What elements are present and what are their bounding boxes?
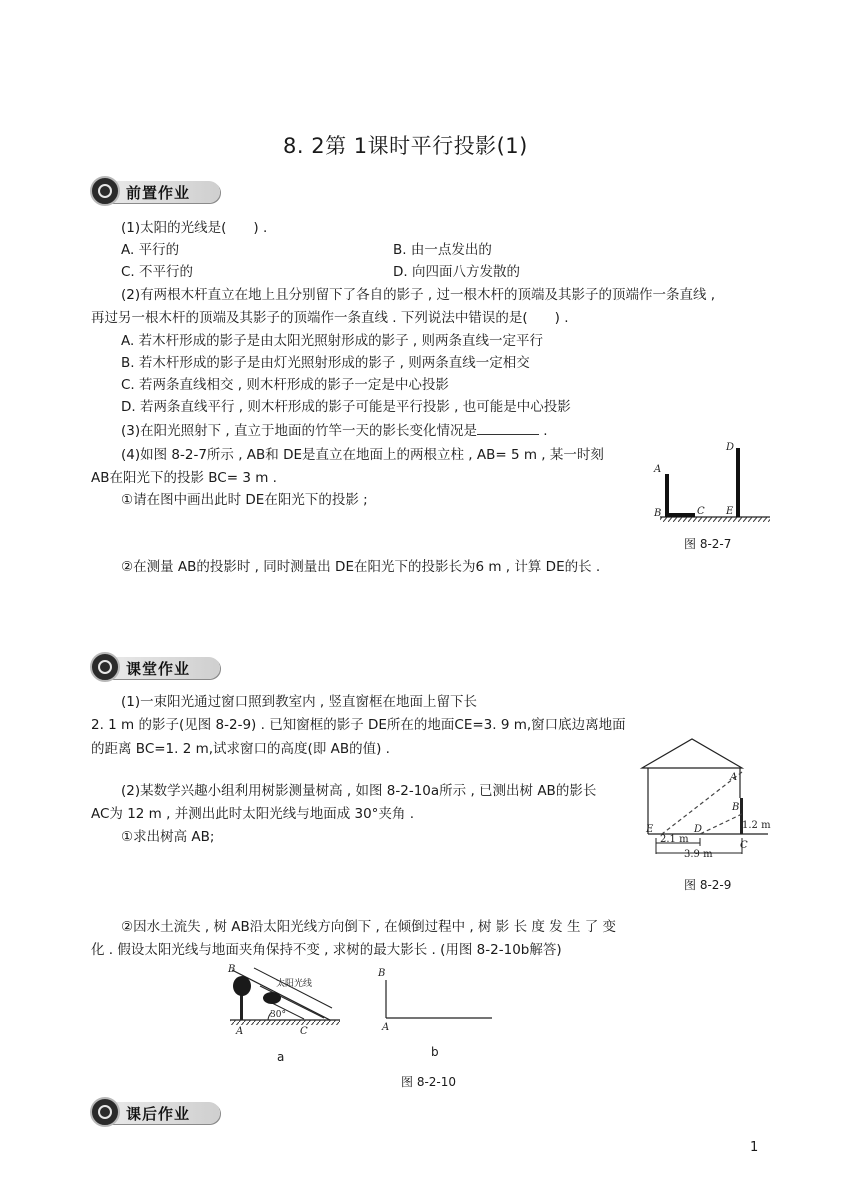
c2-sub2-line2: 化 . 假设太阳光线与地面夹角保持不变 , 求树的最大影长 . (用图 8-2-10b解答) (91, 942, 562, 958)
figure-caption-8-2-10: 图 8-2-10 (401, 1075, 457, 1089)
section-badge-icon (90, 176, 120, 206)
label-a: A (236, 1026, 244, 1037)
figure-8-2-10a (224, 962, 344, 1040)
c2-sub2-line1: ②因水土流失 , 树 AB沿太阳光线方向倒下 , 在倾倒过程中 , 树 影 长 度 发 生 了 变 (121, 919, 617, 935)
section-header-pre (90, 176, 220, 206)
figure-label-b: b (431, 1045, 439, 1059)
label-bc-length: 1.2 m (742, 820, 771, 831)
section-header-post (90, 1097, 220, 1127)
pole-de (736, 448, 740, 517)
tree-trunk (240, 992, 243, 1020)
label-a: A (382, 1022, 390, 1033)
ground-hatch (230, 1020, 340, 1025)
c2-line2: AC为 12 m , 并测出此时太阳光线与地面成 30°夹角 . (91, 806, 415, 822)
label-de-length: 2.1 m (660, 834, 689, 845)
label-a: A (730, 772, 738, 783)
figure-8-2-10b (374, 962, 494, 1034)
label-angle: 30° (270, 1010, 286, 1020)
section-header-class (90, 652, 220, 682)
q4-line2: AB在阳光下的投影 BC= 3 m . (91, 470, 277, 486)
figure-caption-8-2-7: 图 8-2-7 (684, 537, 732, 551)
q2-option-b: B. 若木杆形成的影子是由灯光照射形成的影子 , 则两条直线一定相交 (121, 355, 530, 371)
ground-hatch (660, 517, 770, 522)
page-number: 1 (750, 1140, 759, 1155)
roof (642, 739, 742, 768)
label-e: E (646, 824, 654, 835)
label-b: B (228, 964, 236, 975)
runner-badge-icon (90, 1097, 120, 1127)
label-ce-length: 3.9 m (684, 849, 713, 860)
label-b: B (654, 508, 662, 519)
q2-line1: (2)有两根木杆直立在地上且分别留下了各自的影子 , 过一根木杆的顶端及其影子的顶端作一条直线 , (121, 287, 716, 303)
label-a: A (654, 464, 662, 475)
label-c: C (740, 840, 748, 851)
q3-end: . (539, 423, 548, 439)
play-badge-icon (90, 652, 120, 682)
q1-option-c: C. 不平行的 (121, 264, 194, 280)
label-b: B (378, 968, 386, 979)
figure-caption-8-2-9: 图 8-2-9 (684, 878, 732, 892)
q1-option-b: B. 由一点发出的 (393, 242, 492, 258)
c1-line2: 2. 1 m 的影子(见图 8-2-9) . 已知窗框的影子 DE所在的地面CE=3. 9 m,窗口底边离地面 (91, 717, 626, 733)
label-b: B (732, 802, 740, 813)
shadow-bc (665, 513, 695, 517)
section-label: 课堂作业 (126, 660, 191, 678)
c2-sub1: ①求出树高 AB; (121, 829, 215, 845)
figure-8-2-7 (648, 438, 772, 528)
label-c: C (697, 506, 705, 517)
q1-option-d: D. 向四面八方发散的 (393, 264, 520, 280)
section-label: 前置作业 (126, 184, 191, 202)
ray-b (700, 814, 742, 834)
c1-line1: (1)一束阳光通过窗口照到教室内 , 竖直窗框在地面上留下长 (121, 694, 477, 710)
q2-option-d: D. 若两条直线平行 , 则木杆形成的影子可能是平行投影 , 也可能是中心投影 (121, 399, 571, 415)
q2-option-c: C. 若两条直线相交 , 则木杆形成的影子一定是中心投影 (121, 377, 449, 393)
figure-label-a: a (277, 1050, 285, 1064)
q4-sub1: ①请在图中画出此时 DE在阳光下的投影 ; (121, 492, 368, 508)
c1-line3: 的距离 BC=1. 2 m,试求窗口的高度(即 AB的值) . (91, 741, 390, 757)
q3-text: (3)在阳光照射下 , 直立于地面的竹竿一天的影长变化情况是 (121, 423, 477, 439)
q2-line2: 再过另一根木杆的顶端及其影子的顶端作一条直线 . 下列说法中错误的是( ) . (91, 310, 569, 326)
q3 (121, 420, 548, 441)
label-d: D (726, 442, 735, 453)
label-d: D (694, 824, 703, 835)
q4-sub2: ②在测量 AB的投影时 , 同时测量出 DE在阳光下的投影长为6 m , 计算 DE的长 . (121, 559, 601, 575)
pole-ab (665, 474, 669, 517)
label-sunlight: 太阳光线 (276, 979, 313, 989)
tree-crown-icon (233, 976, 251, 996)
section-label: 课后作业 (126, 1105, 191, 1123)
figure-8-2-9 (638, 736, 772, 861)
answer-blank (477, 420, 539, 435)
label-c: C (300, 1026, 308, 1037)
q1-stem: (1)太阳的光线是( ) . (121, 220, 268, 236)
q2-option-a: A. 若木杆形成的影子是由太阳光照射形成的影子 , 则两条直线一定平行 (121, 333, 543, 349)
q1-option-a: A. 平行的 (121, 242, 180, 258)
page-title: 8. 2第 1课时平行投影(1) (283, 134, 528, 158)
c2-line1: (2)某数学兴趣小组利用树影测量树高 , 如图 8-2-10a所示 , 已测出树 AB的影长 (121, 783, 597, 799)
tree-shadow-icon (263, 992, 281, 1004)
label-e: E (726, 506, 734, 517)
q4-line1: (4)如图 8-2-7所示 , AB和 DE是直立在地面上的两根立柱 , AB= 5 m , 某一时刻 (121, 447, 604, 463)
